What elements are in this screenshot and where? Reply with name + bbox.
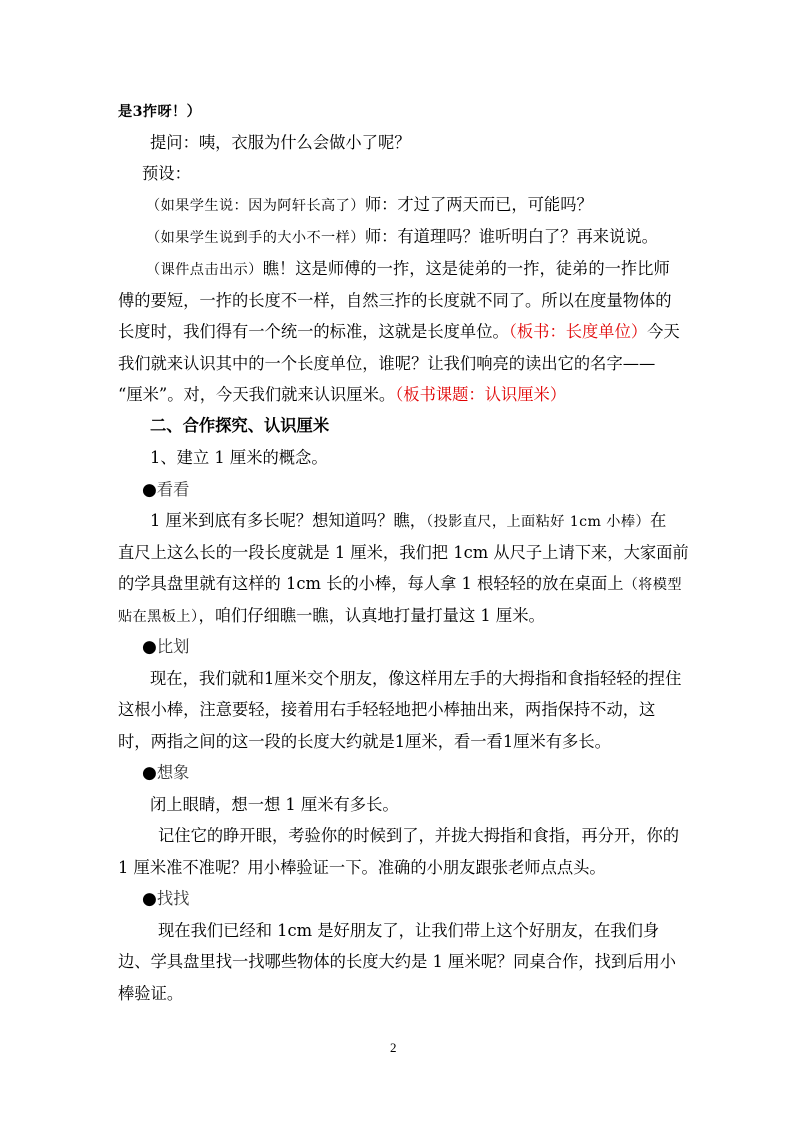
text-line [150, 794, 710, 816]
text-segment: 时，两指之间的这一段的长度大约就是1厘米，看一看1厘米有多长。 [118, 732, 611, 751]
text-segment: 现在我们已经和 1cm 是好朋友了，让我们带上这个好朋友，在我们身 [158, 921, 660, 940]
text-line [118, 384, 678, 406]
text-segment: 长度时，我们得有一个统一的标准，这就是长度单位。 [118, 322, 509, 341]
text-segment: 直尺上这么长的一段长度就是 1 厘米，我们把 1cm 从尺子上请下来，大家面前 [118, 543, 689, 562]
text-segment: 这根小棒，注意要轻，接着用右手轻轻地把小棒抽出来，两指保持不动，这 [118, 700, 656, 719]
text-segment: 想象 [156, 763, 190, 782]
bullet-icon: ● [142, 889, 157, 909]
text-line [118, 573, 682, 596]
text-segment: （课件点击出示） [146, 262, 263, 278]
bullet-heading [142, 888, 702, 910]
bullet-heading [142, 479, 702, 501]
page-number: 2 [390, 1040, 397, 1055]
text-segment: 现在，我们就和1厘米交个朋友，像这样用左手的大拇指和食指轻轻的捏住 [150, 669, 682, 688]
text-line [146, 226, 706, 249]
text-line [118, 353, 678, 375]
bullet-icon: ● [142, 480, 157, 500]
text-segment: ，咱们仔细瞧一瞧，认真地打量打量这 1 厘米。 [198, 606, 545, 625]
text-line [150, 132, 710, 154]
text-line [146, 258, 706, 281]
text-segment: 今天 [647, 322, 680, 341]
text-segment: 提问：咦，衣服为什么会做小了呢？ [150, 133, 411, 152]
text-segment: 比划 [156, 637, 190, 656]
text-line [118, 100, 678, 123]
text-segment: “厘米”。对，今天我们就来认识厘米。 [118, 385, 396, 404]
text-segment: 找找 [156, 889, 190, 908]
text-line [118, 983, 678, 1005]
section-heading [150, 415, 710, 437]
bullet-icon: ● [142, 763, 157, 783]
subsection-heading [150, 447, 710, 469]
text-segment: 1 厘米准不准呢？用小棒验证一下。准确的小朋友跟张老师点点头。 [118, 858, 606, 877]
text-line [118, 699, 678, 721]
text-segment: 傅的要短，一拃的长度不一样，自然三拃的长度就不同了。所以在度量物体的 [118, 291, 672, 310]
text-segment: 二、合作探究、认识厘米 [150, 416, 330, 435]
text-segment: 是3拃呀！） [118, 104, 202, 120]
text-segment: 师：有道理吗？谁听明白了？再来说说。 [364, 227, 658, 246]
text-line [158, 920, 718, 942]
text-segment: 1、建立 1 厘米的概念。 [150, 448, 328, 467]
text-segment: （如果学生说到手的大小不一样） [146, 230, 365, 246]
text-segment: 的学具盘里就有这样的 1cm 长的小棒，每人拿 1 根轻轻的放在桌面上 [118, 574, 624, 593]
text-line [158, 825, 718, 847]
text-segment: 看看 [156, 480, 190, 499]
text-segment: 瞧！这是师傅的一拃，这是徒弟的一拃，徒弟的一拃比师 [262, 259, 670, 278]
text-segment: 闭上眼睛，想一想 1 厘米有多长。 [150, 795, 399, 814]
text-segment: （投影直尺，上面粘好 1cm 小棒） [426, 514, 651, 530]
text-line [150, 510, 710, 533]
text-line [118, 542, 689, 564]
text-segment: （将模型 [623, 577, 682, 593]
text-line [142, 163, 702, 185]
text-line [118, 951, 678, 973]
text-segment: 棒验证。 [118, 984, 184, 1003]
bullet-heading [142, 762, 702, 784]
text-line [118, 605, 678, 628]
text-segment: 师：才过了两天而已，可能吗？ [364, 195, 593, 214]
board-note: （板书：长度单位） [508, 322, 648, 341]
text-line [150, 668, 710, 690]
text-segment: 预设： [142, 164, 191, 183]
bullet-heading [142, 636, 702, 658]
board-note: （板书课题：认识厘米） [395, 385, 567, 404]
text-segment: 边、学具盘里找一找哪些物体的长度大约是 1 厘米呢？同桌合作，找到后用小 [118, 952, 676, 971]
text-segment: 1 厘米到底有多长呢？想知道吗？瞧， [150, 511, 427, 530]
bullet-icon: ● [142, 637, 157, 657]
text-line [146, 194, 706, 217]
text-segment: （如果学生说：因为阿轩长高了） [146, 198, 365, 214]
text-line [118, 290, 678, 312]
text-segment: 贴在黑板上） [118, 609, 199, 625]
text-line [118, 731, 678, 753]
text-line [118, 321, 678, 343]
text-segment: 我们就来认识其中的一个长度单位，谁呢？让我们响亮的读出它的名字—— [118, 354, 656, 373]
text-segment: 记住它的睁开眼，考验你的时候到了，并拢大拇指和食指，再分开，你的 [158, 826, 680, 845]
text-line [118, 857, 678, 879]
text-segment: 在 [650, 511, 667, 530]
